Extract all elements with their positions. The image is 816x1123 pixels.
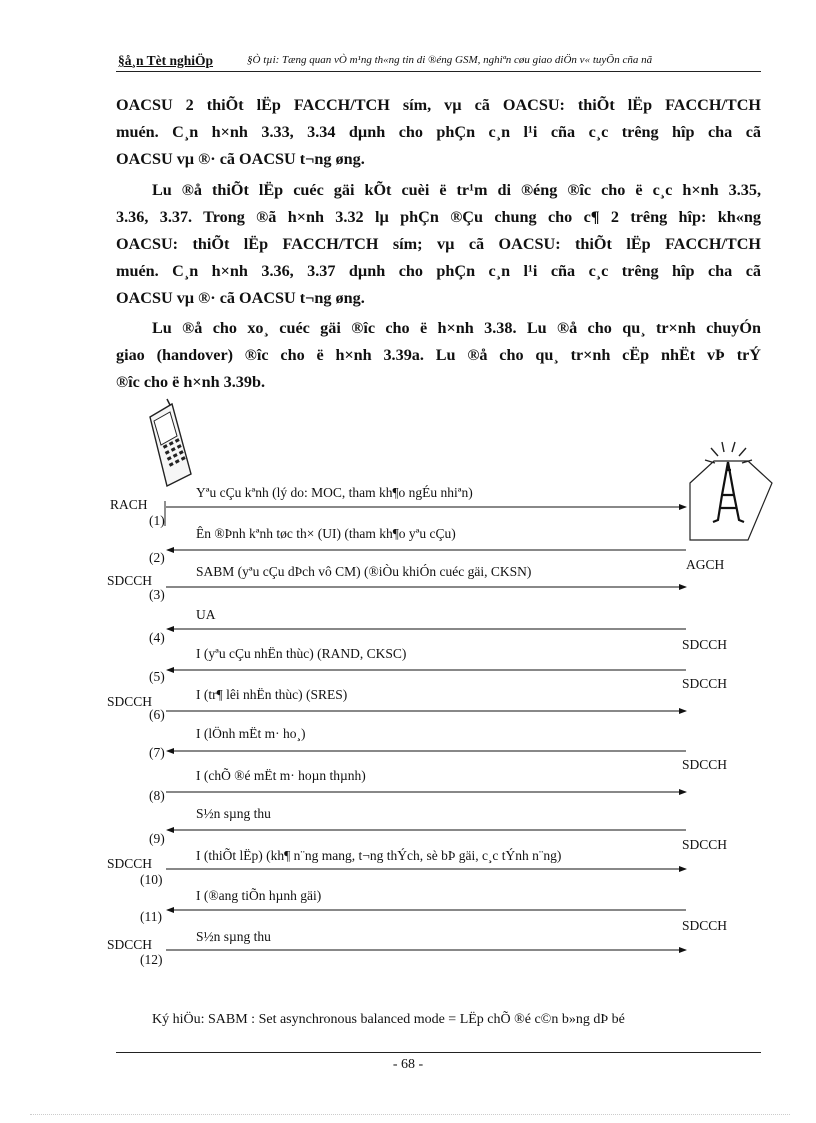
paragraph-line: 3.36, 3.37. Trong ®ã h×nh 3.32 lµ phÇn ®Çu chung cho c¶ 2 trêng hîp: kh«ng: [116, 208, 761, 226]
step-number: (9): [149, 831, 165, 846]
page-number: - 68 -: [392, 1057, 424, 1072]
step-number: (10): [140, 872, 163, 887]
message-text: Yªu cÇu kªnh (lý do: MOC, tham kh¶o ngÉu nhiªn): [196, 485, 473, 500]
label-sdcch-right: SDCCH: [682, 676, 728, 691]
message-text: I (®ang tiÕn hµnh gäi): [196, 888, 322, 903]
step-number: (6): [149, 707, 165, 722]
page-edge-divider: [30, 1114, 790, 1115]
step-number: (11): [140, 909, 162, 924]
base-station-tower-icon: [690, 442, 772, 540]
step-number: (8): [149, 788, 165, 803]
message-text: SABM (yªu cÇu dÞch vô CM) (®iÒu khiÓn cuéc gäi, CKSN): [196, 564, 532, 579]
label-sdcch-right: SDCCH: [682, 837, 728, 852]
paragraph-line: OACSU vµ ®· cã OACSU t¬ng øng.: [116, 150, 365, 168]
paragraph-line: ®îc cho ë h×nh 3.39b.: [116, 373, 266, 391]
paragraph-line: OACSU: thiÕt lËp FACCH/TCH sím; vµ cã OACSU: thiÕt lËp FACCH/TCH: [116, 235, 761, 253]
label-sdcch-left: SDCCH: [107, 937, 153, 952]
header-topic: §Ò tµi: Tæng quan vÒ m¹ng th«ng tin di ®éng GSM, nghiªn cøu giao diÖn v« tuyÕn cña nã: [247, 54, 653, 66]
paragraph-line: Lu ®å thiÕt lËp cuéc gäi kÕt cuèi ë tr¹m di ®éng ®îc cho ë c¸c h×nh 3.35,: [152, 181, 761, 199]
message-text: I (thiÕt lËp) (kh¶ n¨ng mang, t¬ng thÝch, sè bÞ gäi, c¸c tÝnh n¨ng): [196, 848, 562, 863]
message-text: S½n sµng thu: [196, 806, 271, 821]
step-number: (12): [140, 952, 163, 967]
label-rach: RACH: [110, 497, 148, 512]
label-sdcch-right: SDCCH: [682, 757, 728, 772]
paragraph-line: muén. C¸n h×nh 3.33, 3.34 dµnh cho phÇn c¸n l¹i cña c¸c trêng hîp cha cã: [116, 123, 761, 141]
footer-divider: [116, 1052, 761, 1053]
message-text: S½n sµng thu: [196, 929, 271, 944]
message-text: I (yªu cÇu nhËn thùc) (RAND, CKSC): [196, 646, 407, 661]
mobile-phone-icon: [150, 399, 191, 486]
message-text: I (lÖnh mËt m· ho¸): [196, 726, 306, 741]
label-agch: AGCH: [686, 557, 725, 572]
step-number: (5): [149, 669, 165, 684]
legend-note: Ký hiÖu: SABM : Set asynchronous balanced mode = LËp chÕ ®é c©n b»ng dÞ bé: [152, 1012, 625, 1027]
step-number: (7): [149, 745, 165, 760]
paragraph-line: Lu ®å cho xo¸ cuéc gäi ®îc cho ë h×nh 3.38. Lu ®å cho qu¸ tr×nh chuyÓn: [152, 319, 761, 337]
header-thesis-label: §å¸n Tèt nghiÖp: [118, 53, 214, 68]
step-number: (2): [149, 550, 165, 565]
message-text: I (tr¶ lêi nhËn thùc) (SRES): [196, 687, 348, 702]
label-sdcch-left: SDCCH: [107, 573, 153, 588]
step-number: (1): [149, 513, 165, 528]
label-sdcch-right: SDCCH: [682, 637, 728, 652]
paragraph-line: muén. C¸n h×nh 3.36, 3.37 dµnh cho phÇn c¸n l¹i cña c¸c trêng hîp cha cã: [116, 262, 761, 280]
label-sdcch-right: SDCCH: [682, 918, 728, 933]
step-number: (4): [149, 630, 165, 645]
message-text: Ên ®Þnh kªnh tøc th× (UI) (tham kh¶o yªu cÇu): [196, 526, 456, 541]
label-sdcch-left: SDCCH: [107, 856, 153, 871]
paragraph-line: giao (handover) ®îc cho ë h×nh 3.39a. Lu ®å cho qu¸ tr×nh cËp nhËt vÞ trÝ: [116, 346, 761, 364]
paragraph-line: OACSU 2 thiÕt lËp FACCH/TCH sím, vµ cã OACSU: thiÕt lËp FACCH/TCH: [116, 96, 761, 114]
paragraph-line: OACSU vµ ®· cã OACSU t¬ng øng.: [116, 289, 365, 307]
label-sdcch-left: SDCCH: [107, 694, 153, 709]
step-number: (3): [149, 587, 165, 602]
message-text: I (chÕ ®é mËt m· hoµn thµnh): [196, 768, 366, 783]
message-text: UA: [196, 607, 216, 622]
